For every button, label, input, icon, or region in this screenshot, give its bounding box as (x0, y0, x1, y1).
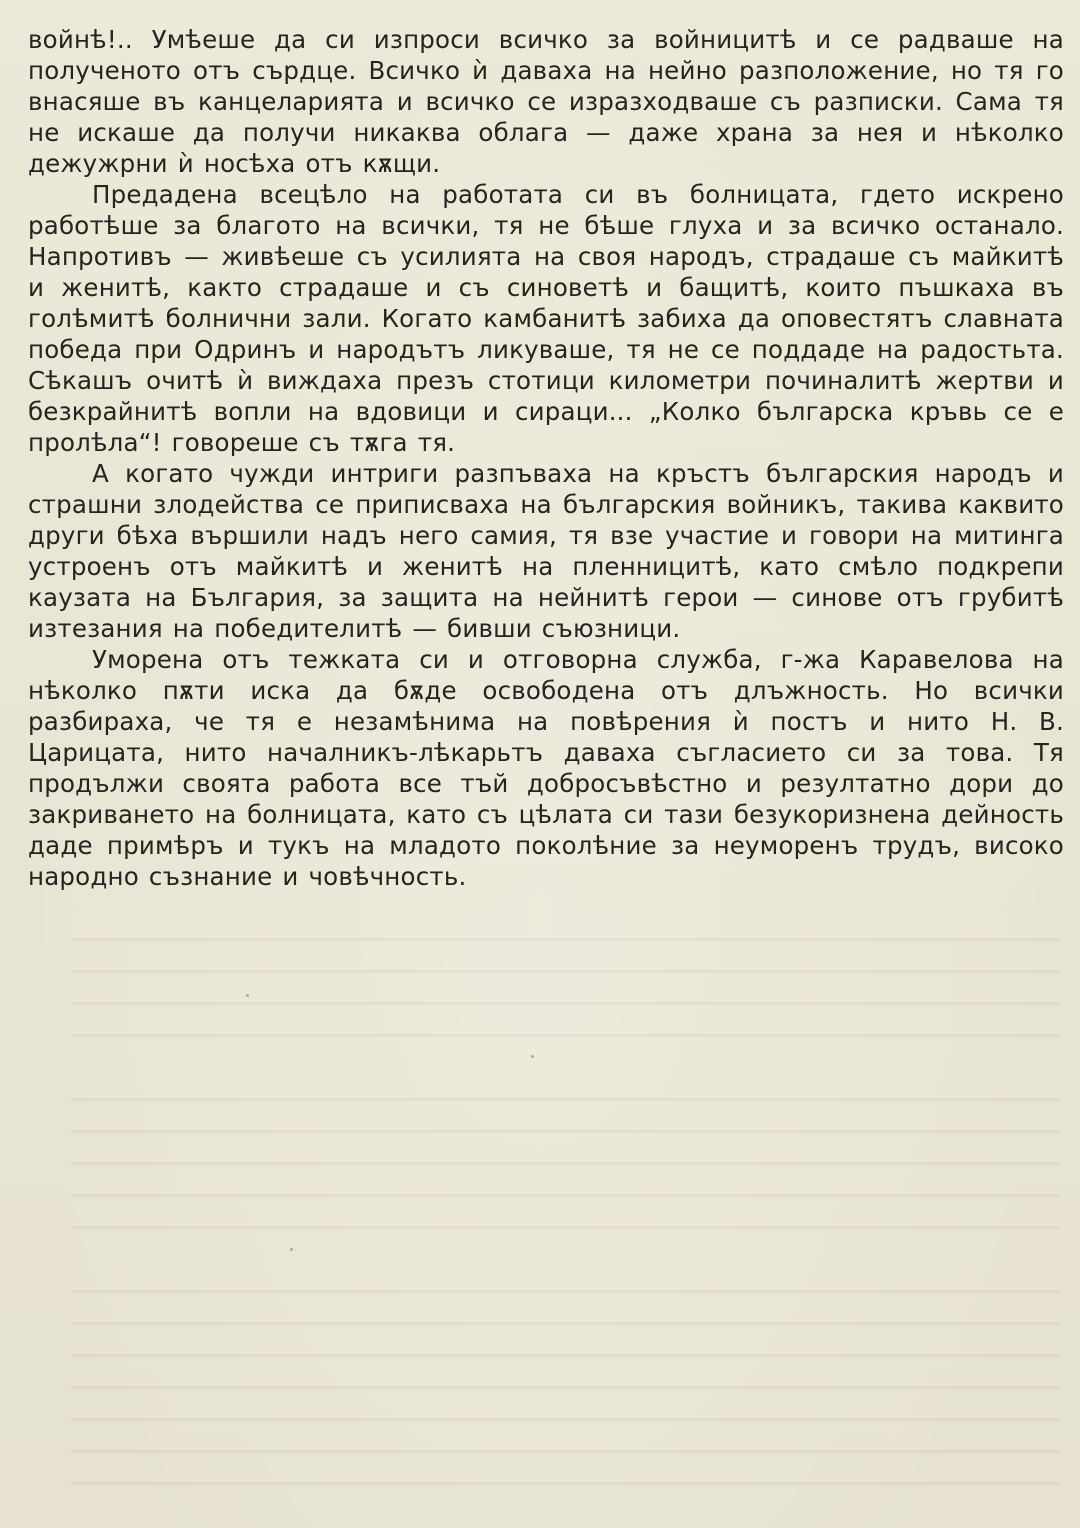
bleed-through-line (70, 1226, 1060, 1229)
bleed-through-line (70, 1130, 1060, 1133)
bleed-through-line (70, 1034, 1060, 1037)
bleed-through-line (70, 1098, 1060, 1101)
paragraph-3: А когато чужди интриги разпъваха на кръстъ българския народъ и страшни злодейства се приписваха на българския войникъ, такива каквито други бѣха вършили надъ него самия, тя взе участие и говори на митинга устроенъ отъ майкитѣ и женитѣ на пленницитѣ, като смѣло подкрепи каузата на България, за защита на нейнитѣ герои — синове отъ грубитѣ изтезания на победителитѣ — бивши съюзници. (28, 459, 1064, 643)
bleed-through-line (70, 1418, 1060, 1421)
bleed-through-line (70, 1162, 1060, 1165)
bleed-through-line (70, 1450, 1060, 1453)
body-text (28, 24, 1064, 892)
paragraph-2: Предадена всецѣло на работата си въ болницата, гдето искрено работѣше за благото на всички, тя не бѣше глуха и за всичко останало. Напротивъ — живѣеше съ усилията на своя народъ, страдаше съ майкитѣ и женитѣ, както страдаше и съ синоветѣ и бащитѣ, които пъшкаха въ голѣмитѣ болнични зали. Когато камбанитѣ забиха да оповестятъ славната победа при Одринъ и народътъ ликуваше, тя не се поддаде на радостьта. Сѣкашъ очитѣ ѝ виждаха презъ стотици километри починалитѣ жертви и безкрайнитѣ вопли на вдовици и сираци... „Колко българска кръвь се е пролѣла“! говореше съ тѫга тя. (28, 180, 1064, 457)
paper-speck (246, 994, 249, 997)
paper-speck (290, 1248, 293, 1251)
bleed-through-line (70, 1290, 1060, 1293)
paragraph-1: войнѣ!.. Умѣеше да си изпроси всичко за войницитѣ и се радваше на полученото отъ сърдце. Всичко ѝ даваха на нейно разположение, но тя го внасяше въ канцеларията и всичко се изразходваше съ разписки. Сама тя не искаше да получи никаква облага — даже храна за нея и нѣколко дежужрни ѝ носѣха отъ кѫщи. (28, 25, 1064, 178)
bleed-through-line (70, 1386, 1060, 1389)
bleed-through-line (70, 1354, 1060, 1357)
bleed-through-line (70, 938, 1060, 941)
bleed-through-line (70, 1322, 1060, 1325)
bleed-through-line (70, 970, 1060, 973)
bleed-through-line (70, 1002, 1060, 1005)
bleed-through-line (70, 1482, 1060, 1485)
paper-speck (531, 1055, 534, 1058)
bleed-through-line (70, 1194, 1060, 1197)
paragraph-4: Уморена отъ тежката си и отговорна служба, г-жа Каравелова на нѣколко пѫти иска да бѫде освободена отъ длъжность. Но всички разбираха, че тя е незамѣнима на повѣрения ѝ постъ и нито Н. В. Царицата, нито началникъ-лѣкарьтъ даваха съгласието си за това. Тя продължи своята работа все тъй добросъвѣстно и резултатно дори до закриването на болницата, като съ цѣлата си тази безукоризнена дейность даде примѣръ и тукъ на младото поколѣние за неуморенъ трудъ, високо народно съзнание и човѣчность. (28, 645, 1064, 891)
